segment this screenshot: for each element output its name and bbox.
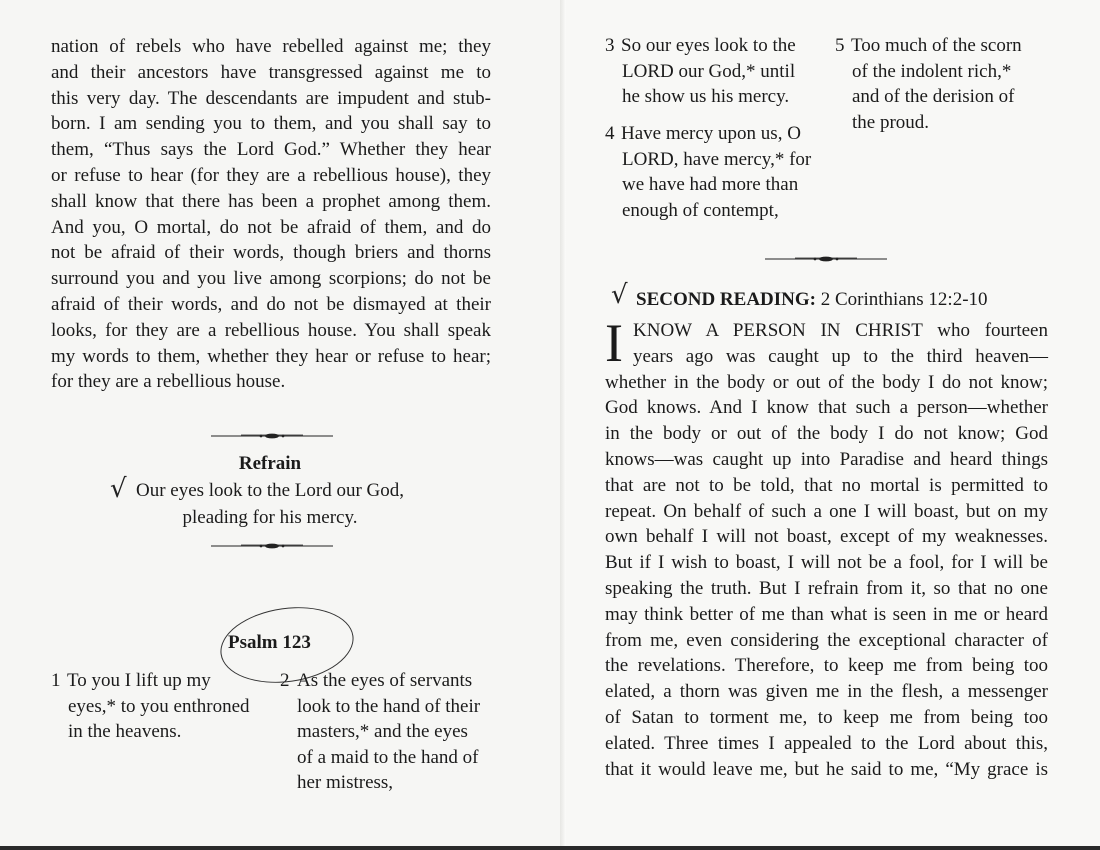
verse-line: As the eyes of servants — [297, 670, 473, 691]
reading-heading — [636, 289, 988, 311]
reading-line: of Satan to torment me, to keep me from being too — [605, 706, 1048, 728]
verse-line: Have mercy upon us, O — [621, 123, 801, 144]
verse-number: 4 — [605, 123, 615, 144]
verse-line: eyes,* to you enthroned — [68, 695, 250, 717]
refrain-line: Our eyes look to the Lord our God, — [135, 480, 405, 501]
ornament-divider — [765, 255, 887, 263]
passage-line: And you, O mortal, do not be afraid of them, and do — [51, 216, 491, 238]
verse-line: masters,* and the eyes — [297, 721, 468, 742]
reading-line: from me, even considering the exceptional character of — [605, 629, 1048, 651]
verse-line: he show us his mercy. — [622, 86, 790, 107]
passage-line: my words to them, whether they hear or refuse to hear; — [51, 345, 491, 367]
passage-line: them, “Thus says the Lord God.” Whether they hear — [51, 139, 491, 161]
reading-line: in the body or out of the body I do not know; God — [605, 423, 1048, 445]
verse-line: and of the derision of — [852, 86, 1015, 107]
verse-number: 3 — [605, 35, 615, 56]
verse-number: 1 — [51, 670, 61, 691]
passage-line: afraid of their words, and do not be dismayed at their — [51, 293, 491, 315]
reading-line: that it would leave me, but he said to me, “My grace is — [605, 758, 1048, 780]
drop-cap: I — [605, 313, 623, 373]
ornament-divider — [211, 542, 333, 550]
ornament-divider — [211, 432, 333, 440]
verse-number: 5 — [835, 35, 845, 56]
reading-line: KNOW A PERSON IN CHRIST who fourteen — [633, 320, 1048, 341]
reading-line: repeat. On behalf of such a one I will boast, but on my — [605, 500, 1048, 522]
reading-line: elated, a thorn was given me in the flesh, a messenger — [605, 681, 1048, 703]
refrain-line: pleading for his mercy. — [182, 507, 358, 528]
psalm-verse-4 — [605, 121, 825, 223]
reading-line: years ago was caught up to the third heaven— — [633, 345, 1048, 367]
reading-label: SECOND READING: — [636, 289, 816, 310]
reading-line: may think better of me than what is seen in me or heard — [605, 603, 1048, 625]
verse-number: 2 — [280, 670, 290, 691]
psalm-title: Psalm 123 — [228, 632, 311, 653]
verse-line: we have had more than — [622, 174, 799, 195]
passage-line: for they are a rebellious house. — [51, 371, 286, 393]
reading-line: the revelations. Therefore, to keep me from being too — [605, 655, 1048, 677]
psalm-verse-3 — [605, 33, 825, 110]
handwritten-check-mark: √ — [110, 474, 127, 504]
verse-line: the proud. — [852, 111, 930, 133]
page-fold — [560, 0, 566, 850]
reading-line: speaking the truth. But I refrain from it, so that no one — [605, 577, 1048, 599]
psalm-verse-2 — [280, 668, 510, 796]
reading-line: God knows. And I know that such a person—whether — [605, 397, 1048, 419]
psalm-verse-5 — [835, 33, 1050, 135]
refrain-title: Refrain — [238, 453, 302, 474]
verse-line: Too much of the scorn — [851, 35, 1022, 56]
passage-line: shall know that there has been a prophet among them. — [51, 190, 491, 212]
handwritten-check-mark: √ — [611, 280, 628, 310]
reading-line: that are not to be told, that no mortal is permitted to — [605, 474, 1048, 496]
passage-line: nation of rebels who have rebelled against me; they — [51, 36, 491, 57]
ezekiel-passage — [51, 34, 491, 395]
verse-line: So our eyes look to the — [621, 35, 796, 56]
psalm-verse-1 — [51, 668, 281, 745]
verse-line: look to the hand of their — [297, 695, 481, 717]
verse-line: in the heavens. — [68, 721, 182, 742]
verse-line: To you I lift up my — [67, 670, 211, 691]
passage-line: surround you and you live among scorpions; do not be — [51, 268, 491, 290]
passage-line: not be afraid of their words, though briers and thorns — [51, 242, 491, 264]
reading-line: elated. Three times I appealed to the Lord about this, — [605, 732, 1048, 754]
reading-line: own behalf I will not boast, except of my weaknesses. — [605, 526, 1048, 548]
passage-line: this very day. The descendants are impudent and stub- — [51, 87, 491, 109]
passage-line: looks, for they are a rebellious house. You shall speak — [51, 319, 491, 341]
reading-line: knows—was caught up into Paradise and heard things — [605, 448, 1048, 470]
reading-reference: 2 Corinthians 12:2-10 — [820, 289, 988, 310]
verse-line: of a maid to the hand of — [297, 746, 479, 768]
verse-line: enough of contempt, — [622, 199, 779, 221]
verse-line: of the indolent rich,* — [852, 60, 1012, 82]
corinthians-passage — [605, 313, 1048, 782]
verse-line: LORD, have mercy,* for — [622, 148, 812, 170]
verse-line: her mistress, — [297, 772, 394, 793]
passage-line: or refuse to hear (for they are a rebellious house), they — [51, 164, 491, 186]
passage-line: born. I am sending you to them, and you shall say to — [51, 113, 491, 135]
passage-line: and their ancestors have transgressed against me to — [51, 61, 491, 83]
verse-line: LORD our God,* until — [622, 60, 796, 82]
reading-line: whether in the body or out of the body I do not know; — [605, 371, 1048, 393]
scan-edge — [0, 846, 1100, 850]
reading-line: But if I wish to boast, I will not be a fool, for I will be — [605, 552, 1048, 574]
